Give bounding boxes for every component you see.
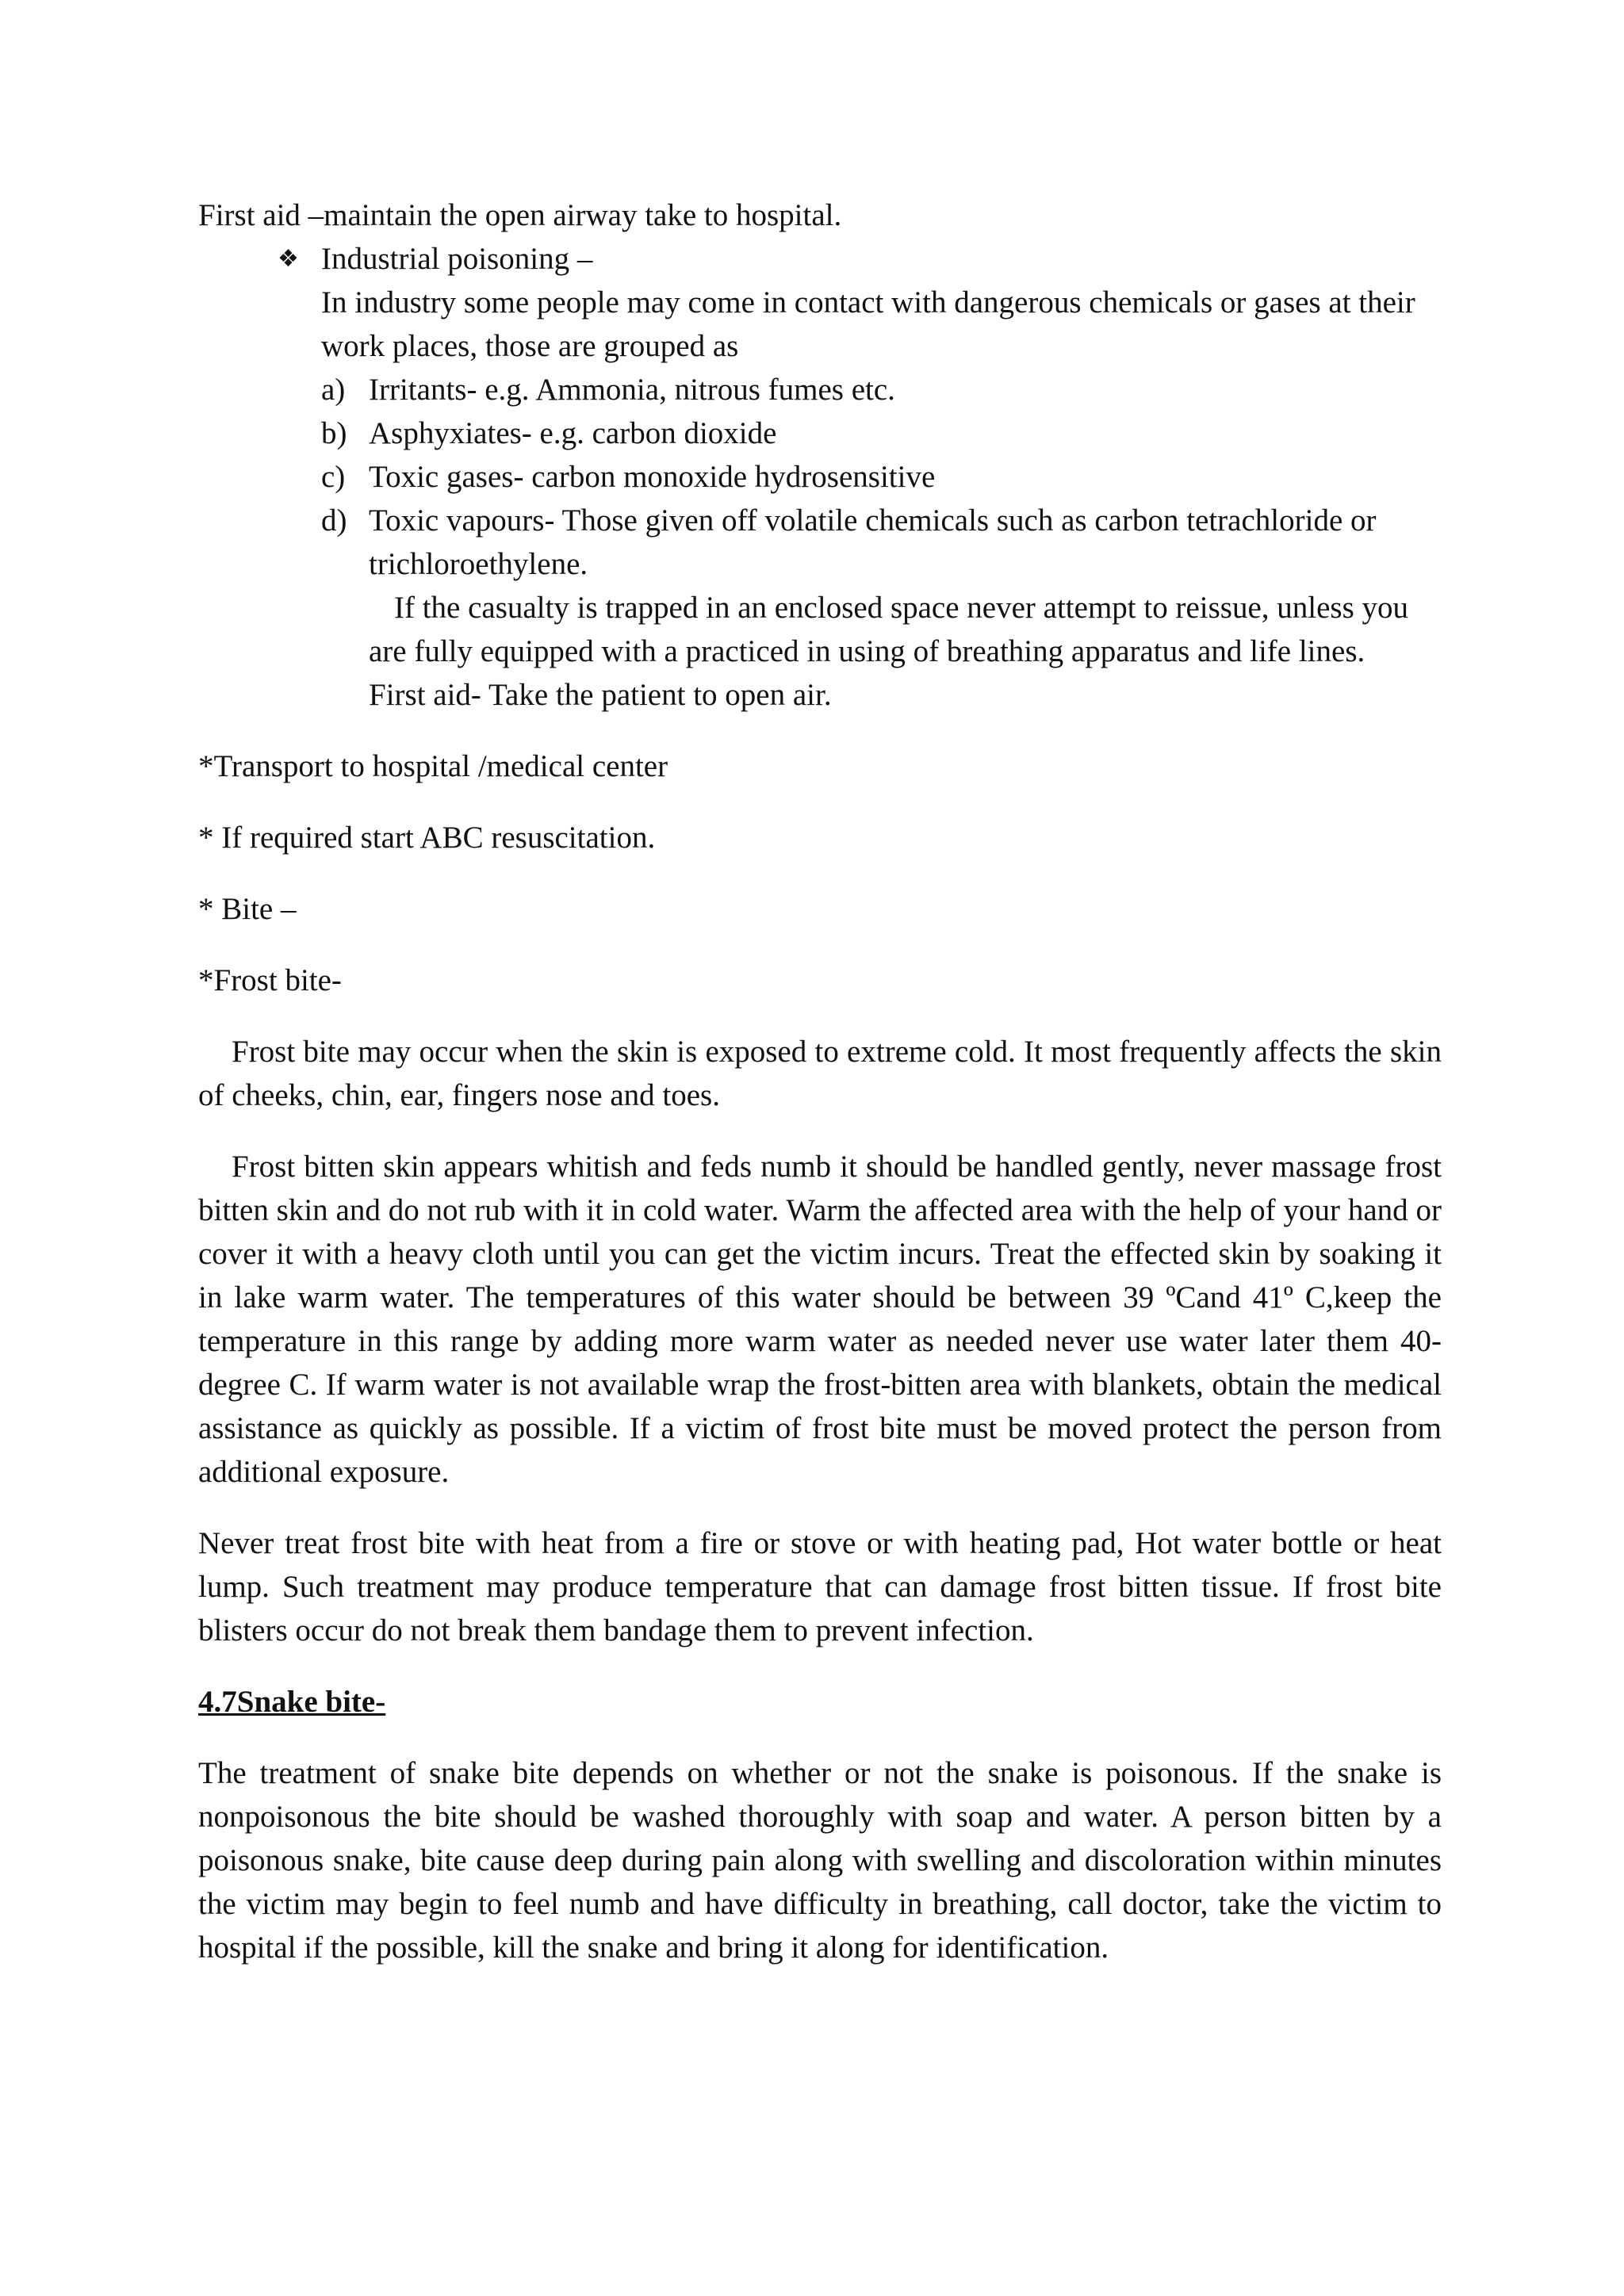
note-bite: * Bite – [198,892,297,926]
list-marker: d) [321,503,347,538]
frost-bite-paragraph-3: Never treat frost bite with heat from a fire or stove or with heating pad, Hot water bottle or heat lump. Such treatment may produce temperature that can damage frost bitten tissue. If frost bite blisters occur do not break them bandage them to prevent infection. [198,1526,1442,1647]
list-item-text: Asphyxiates- e.g. carbon dioxide [369,416,777,450]
list-marker: b) [321,416,347,450]
list-marker: a) [321,373,346,407]
document-page [198,193,1442,1997]
list-item [321,499,1442,586]
snake-bite-paragraph: The treatment of snake bite depends on whether or not the snake is poisonous. If the snake is nonpoisonous the bite should be washed thoroughly with soap and water. A person bitten by a poisonous snake, bite cause deep during pain along with swelling and discoloration within minutes the victim may begin to feel numb and have difficulty in breathing, call doctor, take the victim to hospital if the possible, kill the snake and bring it along for identification. [198,1756,1442,1965]
industrial-poisoning-section [198,237,1442,281]
hazard-list [321,368,1442,586]
enclosed-space-warning: If the casualty is trapped in an enclosed space never attempt to reissue, unless you are fully equipped with a practiced in using of breathing apparatus and life lines. [369,591,1409,668]
first-aid-open-air: First aid- Take the patient to open air. [369,678,832,712]
list-item [321,455,1442,499]
frost-bite-paragraph-2: Frost bitten skin appears whitish and feds numb it should be handled gently, never massage frost bitten skin and do not rub with it in cold water. Warm the affected area with the help of your hand or cover it with a heavy cloth until you can get the victim incurs. Treat the effected skin by soaking it in lake warm water. The temperatures of this water should be between 39 ºCand 41º C,keep the temperature in this range by adding more warm water as needed never use water later them 40-degree C. If warm water is not available wrap the frost-bitten area with blankets, obtain the medical assistance as quickly as possible. If a victim of frost bite must be moved protect the person from additional exposure. [198,1150,1442,1489]
snake-bite-heading: 4.7Snake bite- [198,1685,386,1719]
list-item [321,368,1442,411]
industrial-poisoning-title: Industrial poisoning – [321,242,593,276]
note-transport: *Transport to hospital /medical center [198,749,668,783]
list-item-text: Irritants- e.g. Ammonia, nitrous fumes etc. [369,373,895,407]
note-abc-resuscitation: * If required start ABC resuscitation. [198,821,656,855]
list-item [321,411,1442,455]
first-aid-airway-line: First aid –maintain the open airway take to hospital. [198,198,842,232]
note-frost-bite: *Frost bite- [198,963,342,997]
list-item-text: Toxic vapours- Those given off volatile chemicals such as carbon tetrachloride or trichloroethylene. [369,503,1377,581]
industrial-description: In industry some people may come in contact with dangerous chemicals or gases at their work places, those are grouped as [321,285,1415,363]
list-marker: c) [321,460,346,494]
frost-bite-paragraph-1: Frost bite may occur when the skin is exposed to extreme cold. It most frequently affects the skin of cheeks, chin, ear, fingers nose and toes. [198,1035,1442,1112]
diamond-bullet-icon: ❖ [278,245,299,273]
list-item-text: Toxic gases- carbon monoxide hydrosensitive [369,460,936,494]
